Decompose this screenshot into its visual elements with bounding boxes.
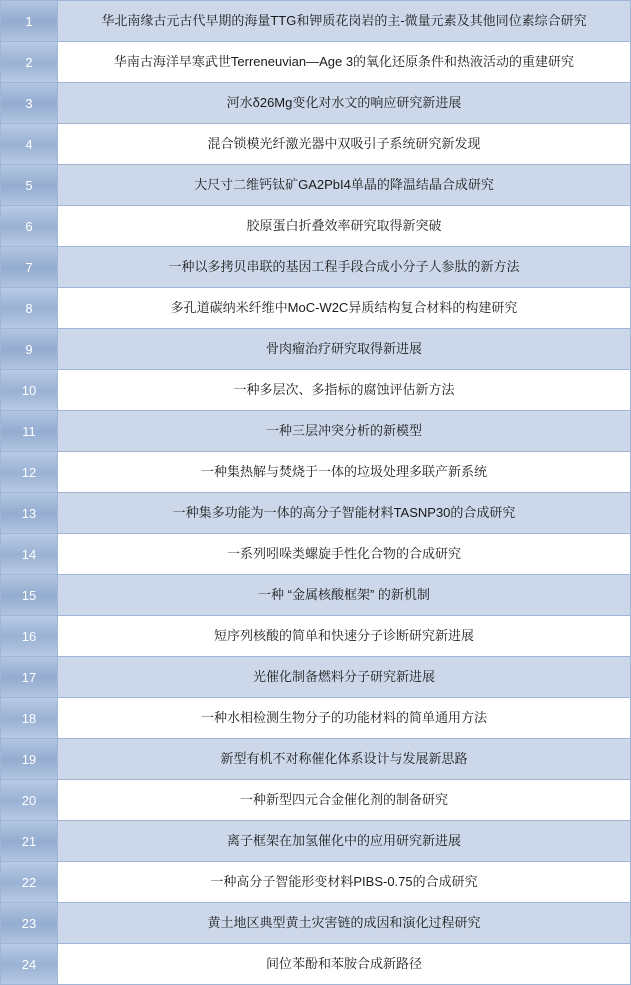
row-number: 5 <box>1 165 58 206</box>
table-body <box>1 1 631 985</box>
row-number: 13 <box>1 493 58 534</box>
row-title[interactable]: 光催化制备燃料分子研究新进展 <box>58 657 631 698</box>
row-number: 10 <box>1 370 58 411</box>
row-title[interactable]: 大尺寸二维钙钛矿GA2PbI4单晶的降温结晶合成研究 <box>58 165 631 206</box>
table-row[interactable] <box>1 534 631 575</box>
row-number: 15 <box>1 575 58 616</box>
row-title[interactable]: 混合锁模光纤激光器中双吸引子系统研究新发现 <box>58 124 631 165</box>
row-number: 16 <box>1 616 58 657</box>
row-number: 24 <box>1 944 58 985</box>
table-row[interactable] <box>1 329 631 370</box>
table-row[interactable] <box>1 616 631 657</box>
row-number: 1 <box>1 1 58 42</box>
table-row[interactable] <box>1 493 631 534</box>
row-title[interactable]: 黄土地区典型黄土灾害链的成因和演化过程研究 <box>58 903 631 944</box>
row-number: 3 <box>1 83 58 124</box>
table-row[interactable] <box>1 903 631 944</box>
row-title[interactable]: 一种集多功能为一体的高分子智能材料TASNP30的合成研究 <box>58 493 631 534</box>
row-number: 12 <box>1 452 58 493</box>
table-row[interactable] <box>1 165 631 206</box>
table-row[interactable] <box>1 452 631 493</box>
row-title[interactable]: 一系列吲哚类螺旋手性化合物的合成研究 <box>58 534 631 575</box>
table-row[interactable] <box>1 288 631 329</box>
row-title[interactable]: 一种高分子智能形变材料PIBS-0.75的合成研究 <box>58 862 631 903</box>
row-title[interactable]: 新型有机不对称催化体系设计与发展新思路 <box>58 739 631 780</box>
row-title[interactable]: 一种新型四元合金催化剂的制备研究 <box>58 780 631 821</box>
table-row[interactable] <box>1 739 631 780</box>
row-title[interactable]: 一种水相检测生物分子的功能材料的简单通用方法 <box>58 698 631 739</box>
table-row[interactable] <box>1 247 631 288</box>
row-number: 11 <box>1 411 58 452</box>
row-number: 4 <box>1 124 58 165</box>
row-number: 2 <box>1 42 58 83</box>
table-row[interactable] <box>1 206 631 247</box>
table-row[interactable] <box>1 42 631 83</box>
row-number: 21 <box>1 821 58 862</box>
row-number: 9 <box>1 329 58 370</box>
row-title[interactable]: 离子框架在加氢催化中的应用研究新进展 <box>58 821 631 862</box>
table-row[interactable] <box>1 698 631 739</box>
row-number: 7 <box>1 247 58 288</box>
row-title[interactable]: 一种以多拷贝串联的基因工程手段合成小分子人参肽的新方法 <box>58 247 631 288</box>
row-title[interactable]: 骨肉瘤治疗研究取得新进展 <box>58 329 631 370</box>
table-row[interactable] <box>1 821 631 862</box>
table-row[interactable] <box>1 124 631 165</box>
row-title[interactable]: 河水δ26Mg变化对水文的响应研究新进展 <box>58 83 631 124</box>
table-row[interactable] <box>1 862 631 903</box>
row-number: 18 <box>1 698 58 739</box>
row-title[interactable]: 一种集热解与焚烧于一体的垃圾处理多联产新系统 <box>58 452 631 493</box>
row-number: 6 <box>1 206 58 247</box>
row-number: 17 <box>1 657 58 698</box>
row-title[interactable]: 华南古海洋早寒武世Terreneuvian—Age 3的氧化还原条件和热液活动的重建研究 <box>58 42 631 83</box>
row-number: 14 <box>1 534 58 575</box>
table-row[interactable] <box>1 411 631 452</box>
table-row[interactable] <box>1 944 631 985</box>
row-number: 20 <box>1 780 58 821</box>
row-title[interactable]: 短序列核酸的简单和快速分子诊断研究新进展 <box>58 616 631 657</box>
row-number: 8 <box>1 288 58 329</box>
row-number: 19 <box>1 739 58 780</box>
row-number: 23 <box>1 903 58 944</box>
row-title[interactable]: 间位苯酚和苯胺合成新路径 <box>58 944 631 985</box>
table-row[interactable] <box>1 1 631 42</box>
row-title[interactable]: 一种多层次、多指标的腐蚀评估新方法 <box>58 370 631 411</box>
table-row[interactable] <box>1 575 631 616</box>
row-title[interactable]: 胶原蛋白折叠效率研究取得新突破 <box>58 206 631 247</box>
row-title[interactable]: 一种三层冲突分析的新模型 <box>58 411 631 452</box>
row-title[interactable]: 多孔道碳纳米纤维中MoC-W2C异质结构复合材料的构建研究 <box>58 288 631 329</box>
table-row[interactable] <box>1 370 631 411</box>
row-title[interactable]: 一种 “金属核酸框架” 的新机制 <box>58 575 631 616</box>
table-row[interactable] <box>1 83 631 124</box>
row-title[interactable]: 华北南缘古元古代早期的海量TTG和钾质花岗岩的主-微量元素及其他同位素综合研究 <box>58 1 631 42</box>
row-number: 22 <box>1 862 58 903</box>
table-row[interactable] <box>1 657 631 698</box>
table-row[interactable] <box>1 780 631 821</box>
